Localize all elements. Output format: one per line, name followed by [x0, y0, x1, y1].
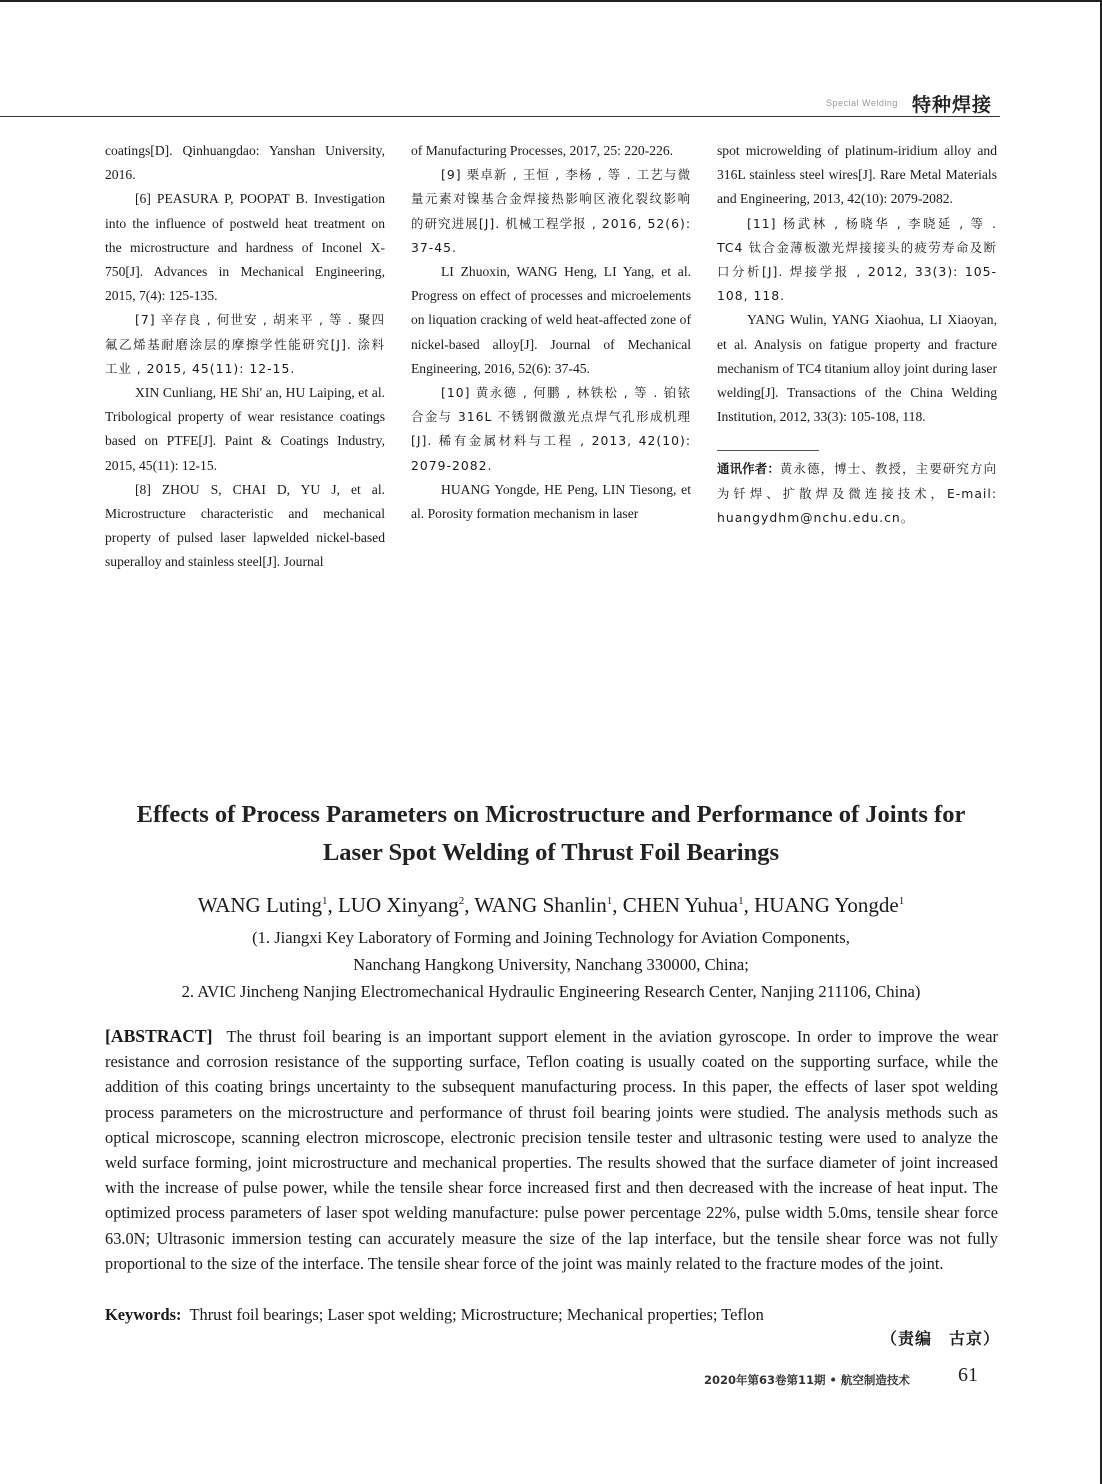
keywords-label: Keywords: [105, 1305, 182, 1324]
reference-entry: [8] ZHOU S, CHAI D, YU J, et al. Microstructure characteristic and mechanical property of pulsed laser lapwelded nickel-based superalloy and stainless steel[J]. Journal [105, 481, 385, 570]
author-separator: , [612, 893, 623, 917]
journal-name-zh: 特种焊接 [912, 94, 993, 116]
journal-name-en: Special Welding [826, 98, 898, 108]
reference-entry: [11] 杨武林 , 杨晓华 , 李晓延 , 等 . TC4 钛合金薄板激光焊接接头的疲劳寿命及断口分析[J]. 焊接学报 , 2012, 33(3): 105-108, 118. [717, 215, 997, 304]
author-separator: , [327, 893, 338, 917]
abstract [105, 1024, 998, 1276]
affiliation-line: 2. AVIC Jincheng Nanjing Electromechanical Hydraulic Engineering Research Center, Nanjing 211106, China) [181, 982, 921, 1001]
abstract-label: [ABSTRACT] [105, 1026, 213, 1046]
reference-entry: YANG Wulin, YANG Xiaohua, LI Xiaoyan, et al. Analysis on fatigue property and fracture mechanism of TC4 titanium alloy joint during laser welding[J]. Transactions of the China Welding Institution, 2012, 33(3): 105-108, 118. [717, 312, 997, 425]
keywords [105, 1302, 998, 1327]
page-number: 61 [958, 1364, 978, 1386]
author-affiliation-mark: 2 [458, 895, 465, 907]
references-column-2 [411, 139, 691, 526]
author-separator: , [743, 893, 755, 917]
header-rule [0, 116, 1000, 117]
footer-issue: 2020年第63卷第11期 • 航空制造技术 [704, 1373, 910, 1387]
author-name: WANG Luting [197, 893, 322, 917]
author-affiliation-mark: 1 [738, 895, 744, 907]
corresponding-author-note [717, 457, 997, 530]
author-list [60, 890, 1042, 920]
page-footer [700, 1364, 980, 1392]
references-section [105, 139, 998, 609]
references-column-3 [717, 139, 997, 530]
author-affiliation-mark: 1 [606, 895, 613, 907]
reference-entry: [7] 辛存良 , 何世安 , 胡来平 , 等 . 聚四氟乙烯基耐磨涂层的摩擦学性能研究[J]. 涂料工业 , 2015, 45(11): 12-15. [105, 312, 385, 376]
references-column-1 [105, 139, 385, 575]
reference-entry: of Manufacturing Processes, 2017, 25: 220-226. [411, 143, 674, 158]
article-title-line-2: Laser Spot Welding of Thrust Foil Bearings [322, 839, 780, 866]
reference-entry: coatings[D]. Qinhuangdao: Yanshan University, 2016. [105, 143, 385, 183]
corresponding-author-label: 通讯作者： [717, 461, 780, 477]
author-name: CHEN Yuhua [622, 893, 739, 917]
author-separator: , [464, 893, 475, 917]
page-top-border [0, 0, 1102, 2]
author-affiliation-mark: 1 [321, 895, 328, 907]
reference-entry: [6] PEASURA P, POOPAT B. Investigation into the influence of postweld heat treatment on the microstructure and hardness of Inconel X-750[J]. Advances in Mechanical Engineering, 2015, 7(4): 125-135. [105, 191, 385, 304]
article-title-line-1: Effects of Process Parameters on Microstructure and Performance of Joints for [136, 801, 966, 828]
reference-entry: LI Zhuoxin, WANG Heng, LI Yang, et al. Progress on effect of processes and microelements on liquation cracking of weld heat-affected zone of nickel-based alloy[J]. Journal of Mechanical Engineering, 2016, 52(6): 37-45. [411, 264, 691, 376]
abstract-text: The thrust foil bearing is an important support element in the aviation gyroscope. In order to improve the wear resistance and corrosion resistance of the supporting surface, Teflon coating is usually coated on the supporting surface, while the addition of this coating brings uncertainty to the subsequent manufacturing process. In this paper, the effects of laser spot welding process parameters on the microstructure and performance of thrust foil bearing joints were studied. The analysis methods such as optical microscope, scanning electron microscope, electronic precision tensile tester and ultrasonic testing were used to analyze the weld surface forming, joint microstructure and mechanical properties. The results showed that the surface diameter of joint increased with the increase of pulse power, while the tensile shear force increased first and then decreased with the increase of heat input. The optimized process parameters of laser spot welding manufacture: pulse power percentage 22%, pulse width 5.0ms, tensile shear force 63.0N; Ultrasonic immersion testing can accurately measure the size of the lap interface, but the tensile shear force was not fully proportional to the size of the interface. The tensile shear force of the joint was mainly related to the fracture modes of the joint. [105, 1027, 998, 1273]
corresponding-author-text: 黄永德，博士、教授，主要研究方向为钎焊、扩散焊及微连接技术，E-mail: huangydhm@nchu.edu.cn。 [717, 461, 998, 525]
affiliations [60, 924, 1042, 1005]
reference-entry: HUANG Yongde, HE Peng, LIN Tiesong, et al. Porosity formation mechanism in laser [411, 481, 691, 522]
keywords-text: Thrust foil bearings; Laser spot welding; Microstructure; Mechanical properties; Teflon [189, 1305, 764, 1324]
reference-entry: XIN Cunliang, HE Shi' an, HU Laiping, et al. Tribological property of wear resistance coatings based on PTFE[J]. Paint & Coatings Industry, 2015, 45(11): 12-15. [105, 385, 385, 473]
author-affiliation-mark: 1 [898, 895, 905, 907]
reference-entry: [10] 黄永德 , 何鹏 , 林铁松 , 等 . 铂铱合金与 316L 不锈钢微激光点焊气孔形成机理[J]. 稀有金属材料与工程 , 2013, 42(10): 2079-2082. [411, 385, 691, 473]
affiliation-line: (1. Jiangxi Key Laboratory of Forming and Joining Technology for Aviation Components, [252, 928, 850, 947]
author-name: WANG Shanlin [474, 893, 607, 917]
reference-entry: [9] 栗卓新 , 王恒 , 李杨 , 等 . 工艺与微量元素对镍基合金焊接热影响区液化裂纹影响的研究进展[J]. 机械工程学报 , 2016, 52(6): 37-45. [411, 167, 691, 255]
author-name: HUANG Yongde [754, 893, 899, 917]
author-name: LUO Xinyang [337, 893, 459, 917]
article-title [60, 796, 1042, 872]
editor-credit: （责编 古京） [880, 1329, 1000, 1348]
footnote-rule [717, 450, 819, 451]
running-header [0, 88, 1102, 118]
affiliation-line: Nanchang Hangkong University, Nanchang 330000, China; [353, 955, 749, 974]
reference-entry: spot microwelding of platinum-iridium alloy and 316L stainless steel wires[J]. Rare Metal Materials and Engineering, 2013, 42(10): 2079-2082. [717, 143, 997, 207]
